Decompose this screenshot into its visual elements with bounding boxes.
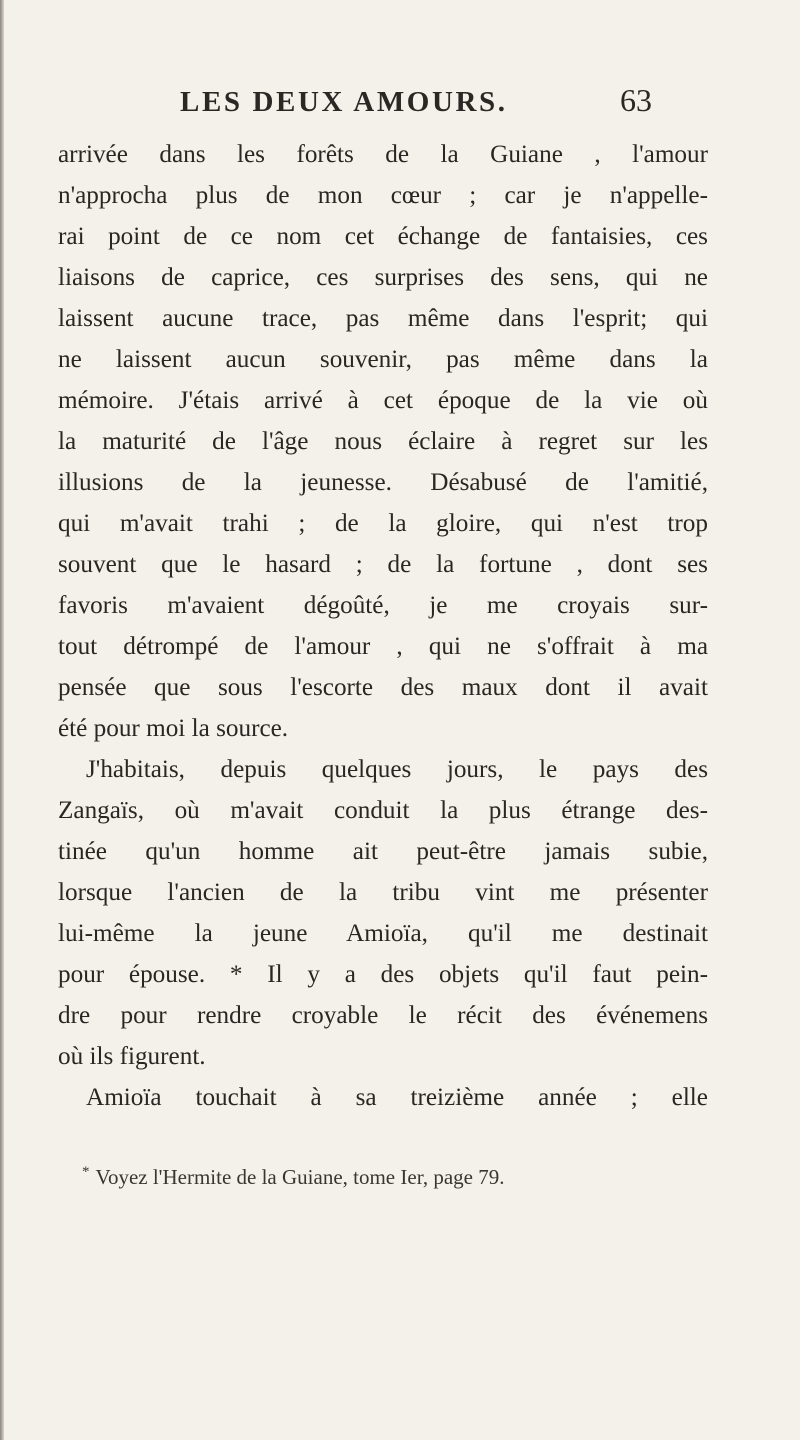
text-line: n'approcha plus de mon cœur ; car je n'appelle-: [58, 182, 708, 209]
text-line: liaisons de caprice, ces surprises des sens, qui ne: [58, 264, 708, 291]
text-line: mémoire. J'étais arrivé à cet époque de la vie où: [58, 387, 708, 414]
text-line: lui-même la jeune Amioïa, qu'il me destinait: [58, 920, 708, 947]
text-line: la maturité de l'âge nous éclaire à regret sur les: [58, 428, 708, 455]
text-line: lorsque l'ancien de la tribu vint me présenter: [58, 879, 708, 906]
running-title: LES DEUX AMOURS.: [180, 86, 508, 118]
text-line: Amioïa touchait à sa treizième année ; elle: [86, 1084, 708, 1111]
text-line: pour épouse. * Il y a des objets qu'il faut pein-: [58, 961, 708, 988]
text-line: souvent que le hasard ; de la fortune , dont ses: [58, 551, 708, 578]
page-binding-edge: [0, 0, 4, 1440]
running-head: [0, 82, 800, 126]
text-line: pensée que sous l'escorte des maux dont il avait: [58, 674, 708, 701]
text-line: illusions de la jeunesse. Désabusé de l'amitié,: [58, 469, 708, 496]
text-line: tout détrompé de l'amour , qui ne s'offrait à ma: [58, 633, 708, 660]
paragraph: [58, 134, 708, 749]
text-line: J'habitais, depuis quelques jours, le pays des: [86, 756, 708, 783]
page-number: 63: [620, 82, 652, 118]
text-line: rai point de ce nom cet échange de fantaisies, ces: [58, 223, 708, 250]
footnote-text: Voyez l'Hermite de la Guiane, tome Ier, page 79.: [95, 1165, 505, 1189]
paragraph: [58, 1077, 708, 1118]
text-line: tinée qu'un homme ait peut-être jamais subie,: [58, 838, 708, 865]
text-line: favoris m'avaient dégoûté, je me croyais sur-: [58, 592, 708, 619]
text-line: Zangaïs, où m'avait conduit la plus étrange des-: [58, 797, 708, 824]
text-line: dre pour rendre croyable le récit des événemens: [58, 1002, 708, 1029]
footnote: [82, 1164, 722, 1190]
text-line: où ils figurent.: [58, 1043, 206, 1070]
footnote-mark: *: [82, 1164, 90, 1180]
body-text: [58, 134, 708, 1118]
text-line: laissent aucune trace, pas même dans l'esprit; qui: [58, 305, 708, 332]
text-line: ne laissent aucun souvenir, pas même dans la: [58, 346, 708, 373]
text-line: été pour moi la source.: [58, 715, 289, 742]
text-line: qui m'avait trahi ; de la gloire, qui n'est trop: [58, 510, 708, 537]
text-line: arrivée dans les forêts de la Guiane , l'amour: [58, 141, 708, 168]
paragraph: [58, 749, 708, 1077]
